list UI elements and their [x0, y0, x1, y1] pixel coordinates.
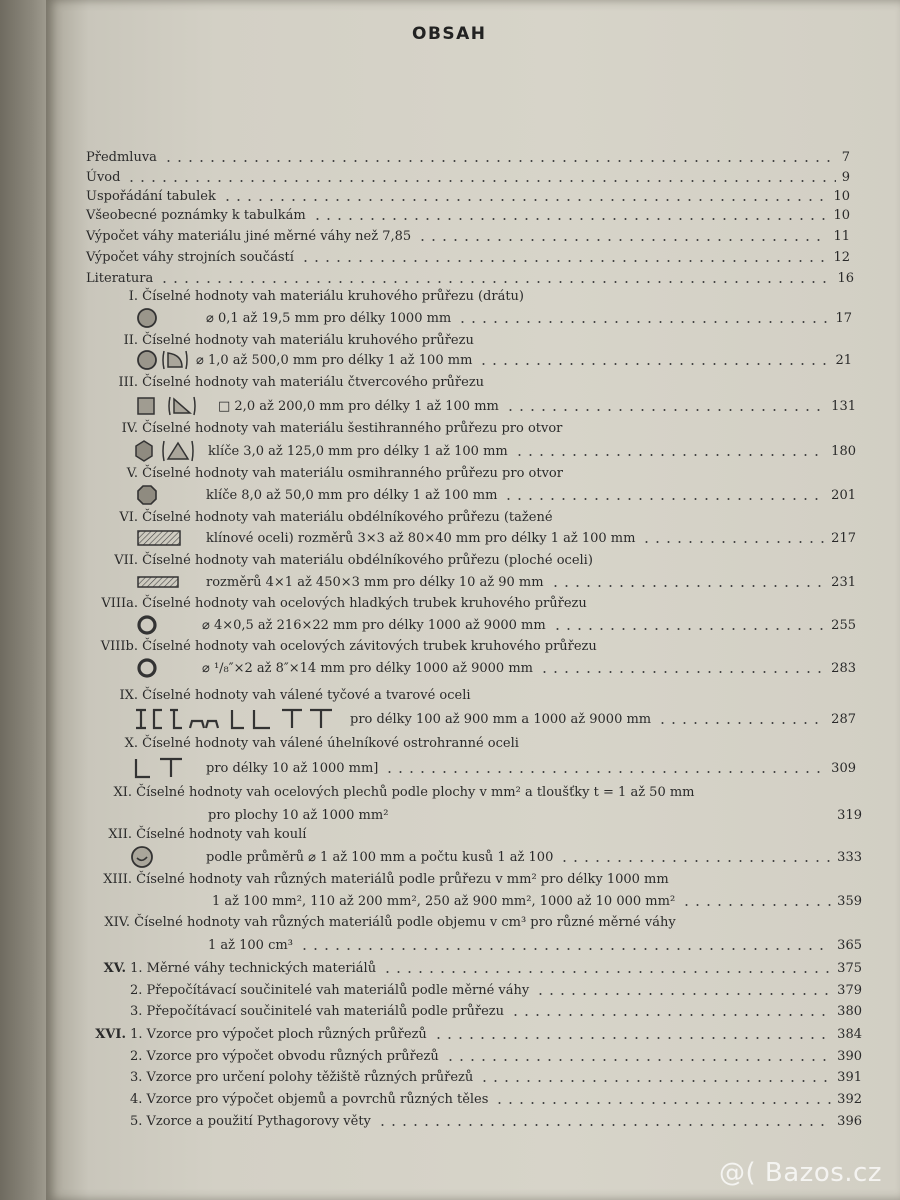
toc-entry: Všeobecné poznámky k tabulkám 10	[86, 207, 850, 223]
toc-section-heading: VIIIb. Číselné hodnoty vah ocelových závitových trubek kruhového průřezu	[100, 639, 597, 654]
flat-rectangle-hatched-icon	[136, 575, 182, 589]
toc-section-heading: XI. Číselné hodnoty vah ocelových plechů podle plochy v mm² a tloušťky t = 1 až 50 mm	[113, 785, 695, 800]
toc-entry: Literatura 16	[86, 270, 854, 286]
toc-section-heading: I. Číselné hodnoty vah materiálu kruhového průřezu (drátu)	[128, 289, 524, 304]
toc-section-detail: pro délky 100 až 900 mm a 1000 až 9000 mm 287	[132, 710, 856, 728]
toc-section-heading: X. Číselné hodnoty vah válené úhelníkové ostrohranné oceli	[124, 736, 519, 751]
toc-section-detail: ⌀ 4×0,5 až 216×22 mm pro délky 1000 až 9000 mm 255	[136, 616, 856, 634]
toc-section-heading: IV. Číselné hodnoty vah materiálu šestihranného průřezu pro otvor	[121, 421, 563, 436]
angle-tee-profiles-icon	[132, 756, 186, 780]
toc-section-heading: IX. Číselné hodnoty vah válené tyčové a tvarové oceli	[119, 688, 471, 703]
octagon-icon	[136, 484, 158, 506]
toc-section-detail: klínové oceli) rozměrů 3×3 až 80×40 mm pro délky 1 až 100 mm 217	[136, 529, 856, 547]
toc-section-heading: III. Číselné hodnoty vah materiálu čtvercového průřezu	[118, 375, 485, 390]
toc-section-detail: klíče 3,0 až 125,0 mm pro délky 1 až 100 mm 180	[132, 442, 856, 460]
toc-section-heading: VII. Číselné hodnoty vah materiálu obdélníkového průřezu (ploché oceli)	[114, 553, 593, 568]
toc-section-heading: XII. Číselné hodnoty vah koulí	[108, 827, 307, 842]
steel-profiles-icon	[132, 707, 346, 731]
toc-section-detail: ⌀ 1,0 až 500,0 mm pro délky 1 až 100 mm 21	[136, 351, 852, 369]
bazos-watermark: @( Bazos.cz	[719, 1158, 882, 1188]
toc-section-detail: ⌀ ¹/₈″×2 až 8″×14 mm pro délky 1000 až 9000 mm 283	[136, 659, 856, 677]
toc-section-detail: podle průměrů ⌀ 1 až 100 mm a počtu kusů 1 až 100 333	[130, 848, 862, 866]
square-and-triangle-icon	[136, 395, 214, 417]
toc-section-detail: pro plochy 10 až 1000 mm² 319	[208, 807, 862, 823]
toc-subsection-item: 3. Vzorce pro určení polohy těžiště různých průřezů 391	[130, 1069, 862, 1085]
toc-entry: Úvod 9	[86, 169, 850, 185]
toc-section-detail: rozměrů 4×1 až 450×3 mm pro délky 10 až 90 mm 231	[136, 573, 856, 591]
toc-subsection-item: 4. Vzorce pro výpočet objemů a povrchů různých těles 392	[130, 1091, 862, 1107]
hexagon-and-triangle-icon	[132, 439, 204, 463]
toc-section-heading: XIII. Číselné hodnoty vah různých materiálů podle průřezu v mm² pro délky 1000 mm	[103, 872, 669, 887]
page-title: OBSAH	[412, 24, 487, 44]
toc-section-heading: VI. Číselné hodnoty vah materiálu obdélníkového průřezu (tažené	[119, 510, 553, 525]
toc-subsection-item: 2. Přepočítávací součinitelé vah materiálů podle měrné váhy 379	[130, 982, 862, 998]
toc-subsection-item: XV. 1. Měrné váhy technických materiálů 375	[103, 960, 862, 976]
rectangle-hatched-icon	[136, 529, 182, 547]
toc-section-detail: □ 2,0 až 200,0 mm pro délky 1 až 100 mm 131	[136, 397, 856, 415]
toc-entry: Uspořádání tabulek 10	[86, 188, 850, 204]
toc-section-heading: II. Číselné hodnoty vah materiálu kruhového průřezu	[123, 333, 474, 348]
toc-section-detail: pro délky 10 až 1000 mm] 309	[132, 759, 856, 777]
toc-section-heading: VIIIa. Číselné hodnoty vah ocelových hladkých trubek kruhového průřezu	[101, 596, 587, 611]
toc-section-detail: 1 až 100 mm², 110 až 200 mm², 250 až 900 mm², 1000 až 10 000 mm² 359	[212, 893, 862, 909]
toc-subsection-item: 3. Přepočítávací součinitelé vah materiálů podle průřezu 380	[130, 1003, 862, 1019]
circle-hatched-icon	[136, 307, 158, 329]
sphere-icon	[130, 845, 154, 869]
toc-section-detail: 1 až 100 cm³ 365	[208, 937, 862, 953]
toc-section-detail: klíče 8,0 až 50,0 mm pro délky 1 až 100 mm 201	[136, 486, 856, 504]
toc-entry: Výpočet váhy strojních součástí 12	[86, 249, 850, 265]
toc-subsection-item: 5. Vzorce a použití Pythagorovy věty 396	[130, 1113, 862, 1129]
toc-section-detail: ⌀ 0,1 až 19,5 mm pro délky 1000 mm 17	[136, 309, 852, 327]
toc-subsection-item: XVI. 1. Vzorce pro výpočet ploch různých průřezů 384	[95, 1026, 862, 1042]
toc-section-heading: V. Číselné hodnoty vah materiálu osmihranného průřezu pro otvor	[126, 466, 563, 481]
toc-entry: Výpočet váhy materiálu jiné měrné váhy než 7,85 11	[86, 228, 850, 244]
circle-and-quarter-icon	[136, 349, 192, 371]
tube-ring-icon	[136, 614, 158, 636]
toc-entry: Předmluva 7	[86, 149, 850, 165]
book-gutter	[0, 0, 46, 1200]
toc-section-heading: XIV. Číselné hodnoty vah různých materiálů podle objemu v cm³ pro různé měrné váhy	[104, 915, 676, 930]
toc-subsection-item: 2. Vzorce pro výpočet obvodu různých průřezů 390	[130, 1048, 862, 1064]
threaded-tube-ring-icon	[136, 657, 158, 679]
